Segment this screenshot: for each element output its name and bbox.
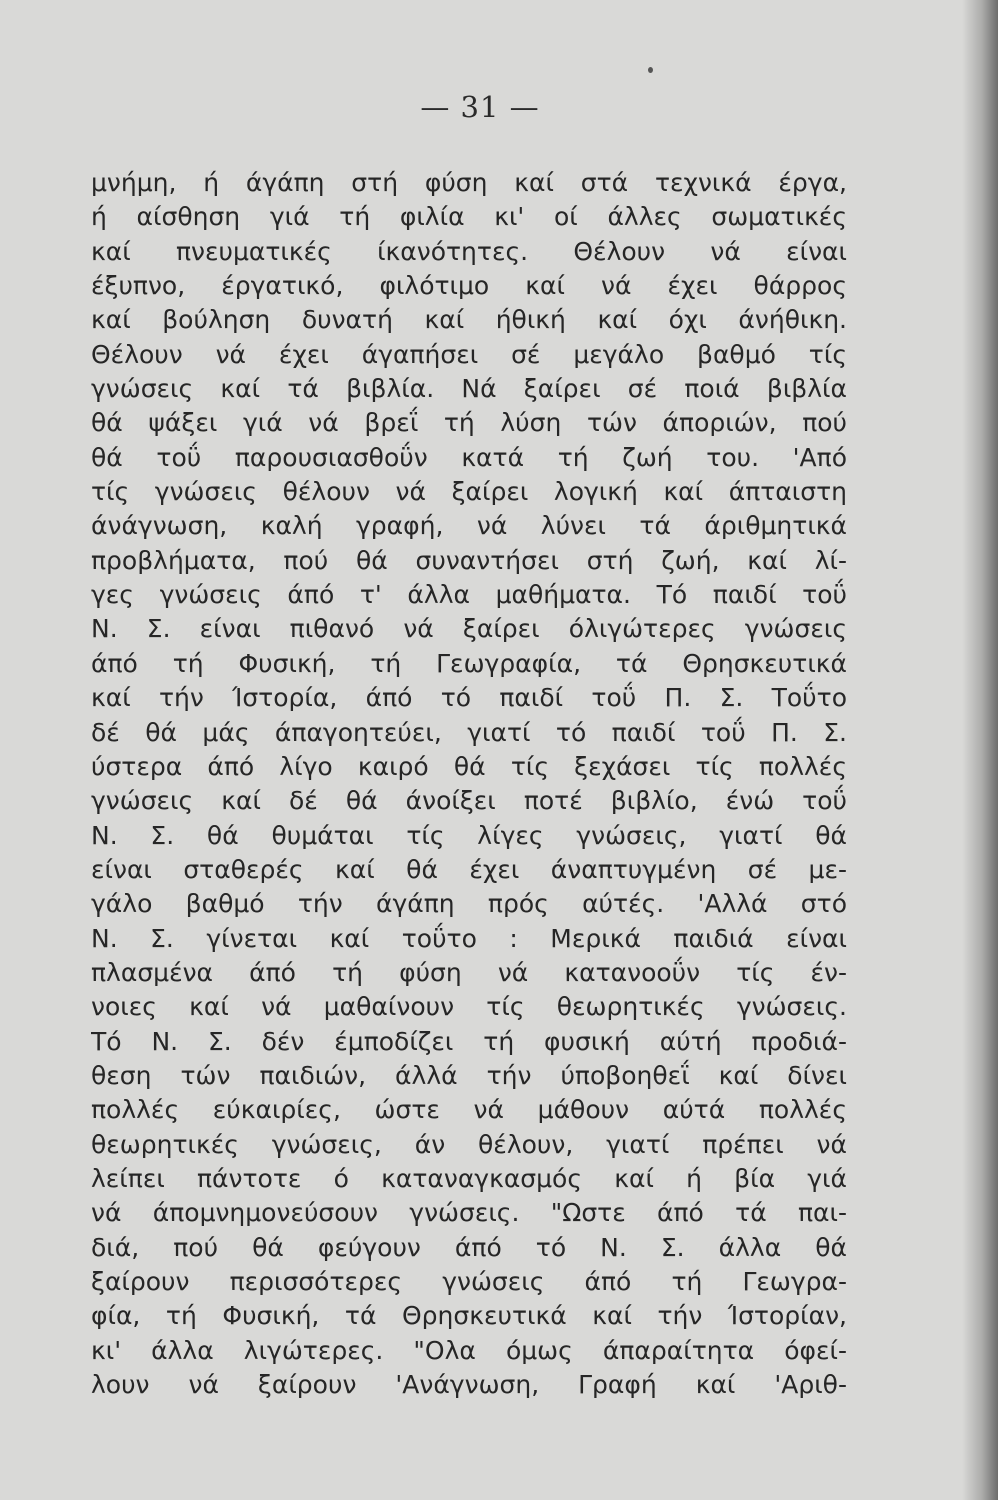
text-line: θεωρητικές γνώσεις, άν θέλουν, γιατί πρέπει νά [91, 1129, 847, 1159]
text-line: διά, πού θά φεύγουν άπό τό Ν. Σ. άλλα θά [91, 1232, 847, 1262]
text-line: γνώσεις καί τά βιβλία. Νά ξαίρει σέ ποιά βιβλία [91, 374, 847, 404]
text-line: άνάγνωση, καλή γραφή, νά λύνει τά άριθμητικά [91, 511, 847, 541]
page-number: — 31 — [420, 90, 540, 124]
text-line: θεση τών παιδιών, άλλά τήν ύποβοηθεΐ καί δίνει [91, 1060, 847, 1090]
text-line: νά άπομνημονεύσουν γνώσεις. "Ωστε άπό τά παι- [91, 1198, 847, 1228]
text-line: Ν. Σ. θά θυμάται τίς λίγες γνώσεις, γιατί θά [91, 820, 847, 850]
text-line: φία, τή Φυσική, τά Θρησκευτικά καί τήν Ίστορίαν, [91, 1301, 847, 1331]
text-line: ύστερα άπό λίγο καιρό θά τίς ξεχάσει τίς πολλές [91, 751, 847, 781]
text-line: ξαίρουν περισσότερες γνώσεις άπό τή Γεωγρα- [91, 1267, 847, 1296]
text-line: θά τοΰ παρουσιασθοΰν κατά τή ζωή του. 'Από [91, 442, 847, 472]
text-line: είναι σταθερές καί θά έχει άναπτυγμένη σέ με- [91, 854, 847, 884]
text-line: καί τήν Ίστορία, άπό τό παιδί τοΰ Π. Σ. Τοΰτο [91, 683, 847, 713]
text-line: γάλο βαθμό τήν άγάπη πρός αύτές. 'Αλλά στό [91, 889, 847, 919]
text-line: Ν. Σ. είναι πιθανό νά ξαίρει όλιγώτερες γνώσεις [91, 614, 847, 644]
text-line: πλασμένα άπό τή φύση νά κατανοοΰν τίς έν- [91, 957, 847, 987]
text-line: προβλήματα, πού θά συναντήσει στή ζωή, καί λί- [91, 545, 847, 575]
text-line: θά ψάξει γιά νά βρεΐ τή λύση τών άποριών, πού [91, 408, 847, 438]
text-line: ή αίσθηση γιά τή φιλία κι' οί άλλες σωματικές [91, 202, 847, 232]
text-line: νοιες καί νά μαθαίνουν τίς θεωρητικές γνώσεις. [91, 992, 847, 1022]
text-line: άπό τή Φυσική, τή Γεωγραφία, τά Θρησκευτικά [91, 648, 847, 678]
text-line: τίς γνώσεις θέλουν νά ξαίρει λογική καί άπταιστη [91, 477, 847, 507]
page-edge-shadow [962, 0, 998, 1500]
text-line: πολλές εύκαιρίες, ώστε νά μάθουν αύτά πολλές [91, 1095, 847, 1125]
body-text [91, 166, 847, 1402]
text-line: καί βούληση δυνατή καί ήθική καί όχι άνήθικη. [91, 305, 847, 335]
text-line: λουν νά ξαίρουν 'Ανάγνωση, Γραφή καί 'Αριθ- [91, 1370, 847, 1400]
text-line: καί πνευματικές ίκανότητες. Θέλουν νά είναι [91, 236, 847, 266]
text-line: μνήμη, ή άγάπη στή φύση καί στά τεχνικά έργα, [91, 168, 847, 197]
text-line: γνώσεις καί δέ θά άνοίξει ποτέ βιβλίο, ένώ τοΰ [91, 786, 847, 816]
text-line: Τό Ν. Σ. δέν έμποδίζει τή φυσική αύτή προδιά- [91, 1026, 847, 1056]
text-line: Θέλουν νά έχει άγαπήσει σέ μεγάλο βαθμό τίς [91, 339, 847, 369]
text-line: κι' άλλα λιγώτερες. "Ολα όμως άπαραίτητα όφεί- [91, 1335, 847, 1365]
text-line: έξυπνο, έργατικό, φιλότιμο καί νά έχει θάρρος [91, 271, 847, 301]
text-line: Ν. Σ. γίνεται καί τοΰτο : Μερικά παιδιά είναι [91, 923, 847, 953]
ink-speck [648, 67, 653, 73]
text-line: γες γνώσεις άπό τ' άλλα μαθήματα. Τό παιδί τοΰ [91, 580, 847, 610]
text-line: δέ θά μάς άπαγοητεύει, γιατί τό παιδί τοΰ Π. Σ. [91, 717, 847, 747]
text-line: λείπει πάντοτε ό καταναγκασμός καί ή βία γιά [91, 1163, 847, 1193]
